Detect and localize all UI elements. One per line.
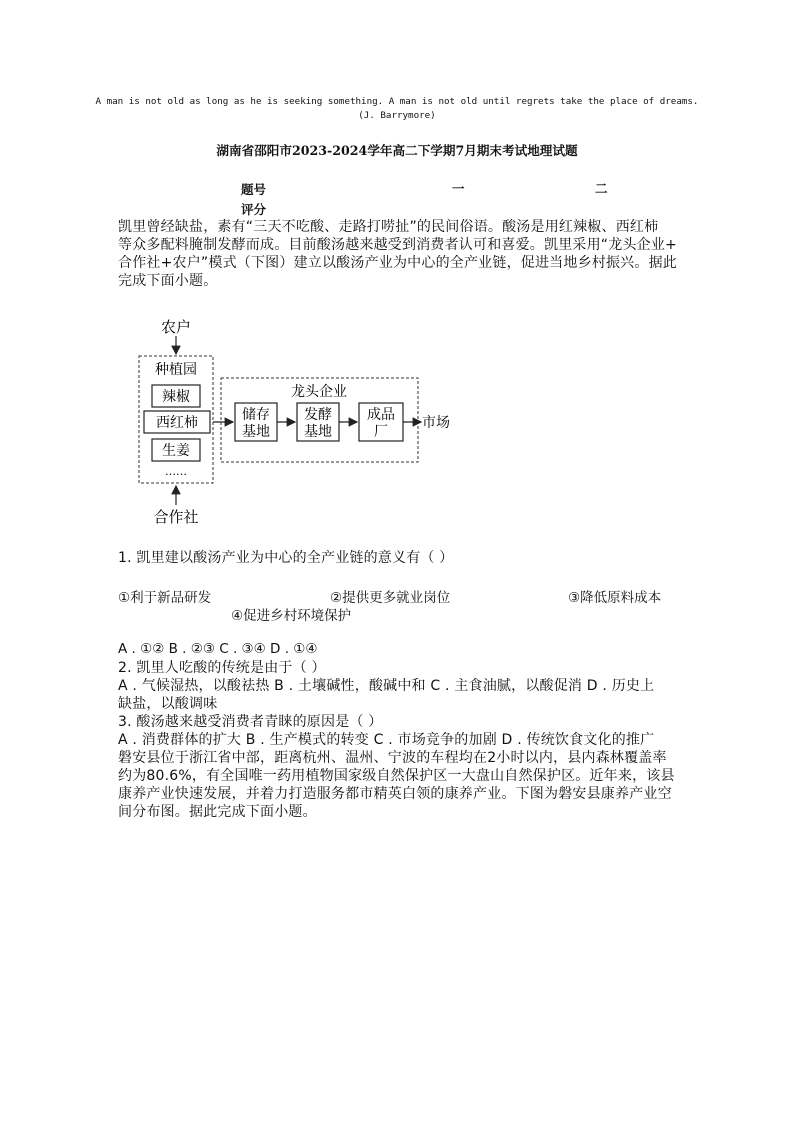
- q1-item-1: ①利于新品研发: [118, 590, 212, 606]
- cooperative-label: 合作社: [153, 508, 199, 526]
- passage-1-line-3: 合作社+农户”模式（下图）建立以酸汤产业为中心的全产业链，促进当地乡村振兴。据此: [118, 255, 677, 271]
- farmers-label: 农户: [160, 318, 192, 336]
- ferment-label-2: 基地: [304, 424, 332, 440]
- product-label-1: 成品: [367, 407, 395, 423]
- industry-chain-diagram: [130, 312, 470, 527]
- passage-2-line-1: 磐安县位于浙江省中部，距离杭州、温州、宁波的车程均在2小时以内，县内森林覆盖率: [118, 750, 667, 766]
- passage-2-line-3: 康养产业快速发展，并着力打造服务都市精英白领的康养产业。下图为磐安县康养产业空: [118, 786, 672, 802]
- crop-ellipsis: ……: [165, 465, 187, 478]
- page-title: 湖南省邵阳市2023-2024学年高二下学期7月期末考试地理试题: [216, 143, 578, 158]
- quote-author: (J. Barrymore): [358, 110, 436, 121]
- crop-ginger: 生姜: [162, 443, 190, 459]
- q1-item-3: ③降低原料成本: [568, 590, 662, 606]
- passage-2-line-2: 约为80.6%，有全国唯一药用植物国家级自然保护区一大盘山自然保护区。近年来，该县: [118, 768, 675, 784]
- plantation-label: 种植园: [155, 362, 197, 378]
- q1-item-2: ②提供更多就业岗位: [330, 590, 451, 606]
- crop-tomato: 西红柿: [156, 415, 198, 431]
- q3-choices-line-1: A . 消费群体的扩大 B . 生产模式的转变 C . 市场竞争的加剧 D . 传统饮食文化的推广: [118, 732, 655, 748]
- passage-1-line-1: 凯里曾经缺盐，素有“三天不吃酸、走路打唠扯”的民间俗语。酸汤是用红辣椒、西红柿: [118, 219, 659, 235]
- ferment-label-1: 发酵: [304, 407, 332, 423]
- passage-2-line-4: 间分布图。据此完成下面小题。: [118, 804, 317, 820]
- quote-line: A man is not old as long as he is seeking something. A man is not old until regrets take the place of dreams.: [95, 96, 699, 107]
- market-label: 市场: [422, 415, 450, 431]
- score-table-col-2: 二: [595, 181, 608, 196]
- enterprise-label: 龙头企业: [291, 384, 347, 400]
- score-table-question-label: 题号: [241, 182, 267, 197]
- passage-1-line-2: 等众多配料腌制发酵而成。目前酸汤越来越受到消费者认可和喜爱。凯里采用“龙头企业+: [118, 237, 677, 253]
- score-table-col-1: 一: [452, 181, 465, 196]
- score-table-score-label: 评分: [241, 202, 267, 217]
- crop-pepper: 辣椒: [162, 389, 190, 405]
- q2-choices-line-2: 缺盐，以酸调味: [118, 696, 218, 712]
- storage-label-1: 储存: [242, 407, 270, 423]
- q2-stem: 2. 凯里人吃酸的传统是由于（ ）: [118, 660, 326, 676]
- q3-stem: 3. 酸汤越来越受消费者青睐的原因是（ ）: [118, 714, 383, 730]
- storage-label-2: 基地: [242, 424, 270, 440]
- passage-1-line-4: 完成下面小题。: [118, 273, 218, 289]
- q2-choices-line-1: A . 气候湿热，以酸祛热 B . 土壤碱性，酸碱中和 C . 主食油腻，以酸促消 D . 历史上: [118, 678, 655, 694]
- q1-choices: A . ①② B . ②③ C . ③④ D . ①④: [118, 641, 318, 657]
- q1-item-4: ④促进乡村环境保护: [231, 608, 352, 624]
- q1-stem: 1. 凯里建以酸汤产业为中心的全产业链的意义有（ ）: [118, 550, 454, 566]
- product-label-2: 厂: [374, 424, 388, 440]
